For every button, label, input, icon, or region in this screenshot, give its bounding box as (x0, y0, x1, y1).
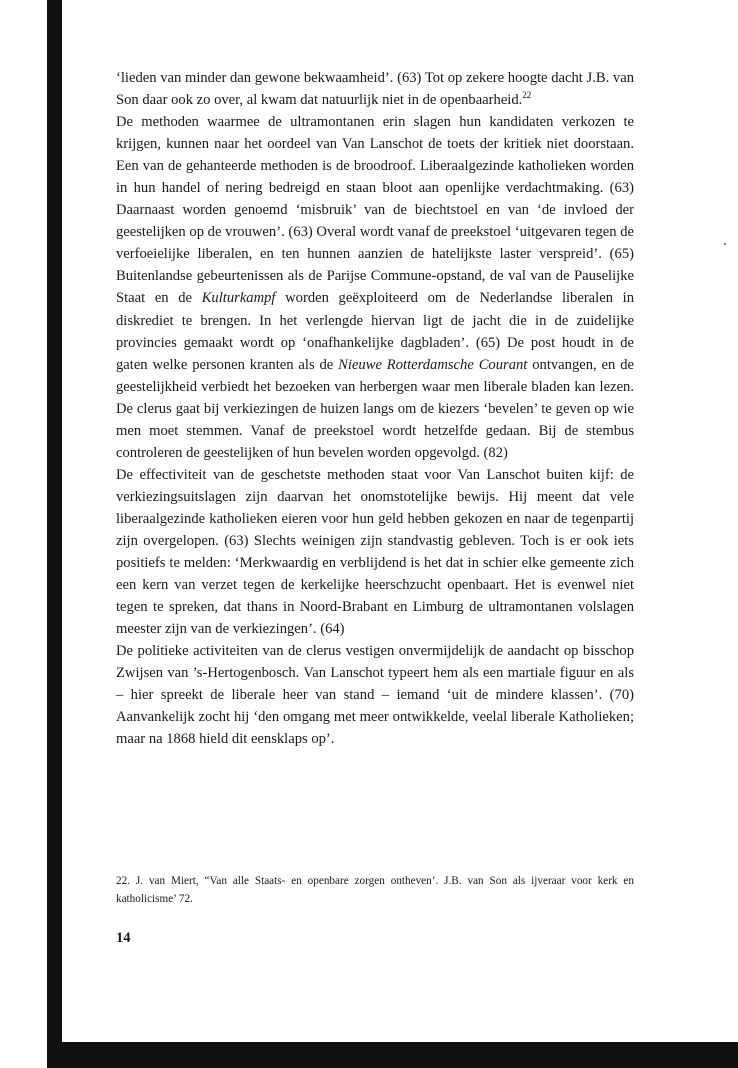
paragraph-2 (116, 111, 634, 464)
footnote: 22. J. van Miert, “Van alle Staats- en openbare zorgen ontheven’. J.B. van Son als ijveraar voor kerk en katholicisme’ 72. (116, 875, 634, 905)
paragraph-2-text-c: ontvangen, en de geestelijkheid verbiedt het bezoeken van herbergen waar men liberale bladen kan lezen. De clerus gaat bij verkiezingen de huizen langs om de kiezers ‘bevelen’ te geven op wie men moet stemmen. Vanaf de preekstoel wordt hetzelfde gedaan. Bij de stembus controleren de geestelijken of hun bevelen worden opgevolgd. (82) (116, 356, 634, 461)
paragraph-4: De politieke activiteiten van de clerus vestigen onvermijdelijk de aandacht op bisschop Zwijsen van ’s-Hertogenbosch. Van Lanschot typeert hem als een martiale figuur en als – hier spreekt de liberale heer van stand – iemand ‘uit de mindere klassen’. (70) Aanvankelijk zocht hij ‘den omgang met meer ontwikkelde, veelal liberale Katholieken; maar na 1868 hield dit eensklaps op’. (116, 643, 634, 748)
paragraph-2-italic-kulturkampf: Kulturkampf (201, 290, 276, 307)
paragraph-1-text: ‘lieden van minder dan gewone bekwaamheid’. (63) Tot op zekere hoogte dacht J.B. van Son daar ook zo over, al kwam dat natuurlijk niet in de openbaarheid. (116, 70, 634, 109)
paragraph-3: De effectiviteit van de geschetste methoden staat voor Van Lanschot buiten kijf: de verkiezingsuitslagen zijn daarvan het onomstotelijke bewijs. Hij meent dat vele liberaalgezinde katholieken eieren voor hun geld hebben gekozen en naar de tegenpartij zijn overgelopen. (63) Slechts weinigen zijn standvastig gebleven. Toch is er ook iets positiefs te melden: ‘Merkwaardig en verblijdend is het dat in schier elke gemeente zich een kern van verzet tegen de kerkelijke heerschzucht openbaart. Het is evenwel niet tegen te spreken, dat thans in Noord-Brabant en Limburg de ultramontanen volslagen meester zijn van de verkiezingen’. (64) (116, 466, 634, 638)
footnote-reference: 22 (522, 90, 532, 101)
paragraph-2-text-b: worden geëxploiteerd om de Nederlandse liberalen in diskrediet te brengen. In het verlengde hiervan ligt de jacht die in de zuidelijke provincies gemaakt wordt op ‘onafhankelijke dagbladen’. (65) De post houdt in de gaten welke personen kranten als de (116, 290, 634, 373)
page-body (116, 67, 634, 750)
scan-speck (724, 243, 726, 245)
scan-border-bottom (47, 1042, 738, 1068)
paragraph-2-text-a: De methoden waarmee de ultramontanen erin slagen hun kandidaten verkozen te krijgen, kunnen naar het oordeel van Van Lanschot de toets der kritiek niet doorstaan. Een van de gehanteerde methoden is de broodroof. Liberaalgezinde katholieken worden in hun handel of nering bedreigd en staan bloot aan openlijke verdachtmaking. (63) Daarnaast worden genoemd ‘misbruik’ van de biechtstoel en van ‘de invloed der geestelijken op de vrouwen’. (63) Overal wordt vanaf de preekstoel ‘uitgevaren tegen de verfoeielijke liberalen, en ten hunnen aanzien de hatelijkste laster verspreid’. (65) Buitenlandse gebeurtenissen als de Parijse Commune-opstand, de val van de Pauselijke Staat en de (116, 114, 634, 307)
page-number: 14 (116, 930, 131, 946)
paragraph-1 (116, 67, 634, 111)
paragraph-2-italic-newspaper: Nieuwe Rotterdamsche Courant (338, 356, 528, 373)
scan-border-left (47, 0, 62, 1068)
